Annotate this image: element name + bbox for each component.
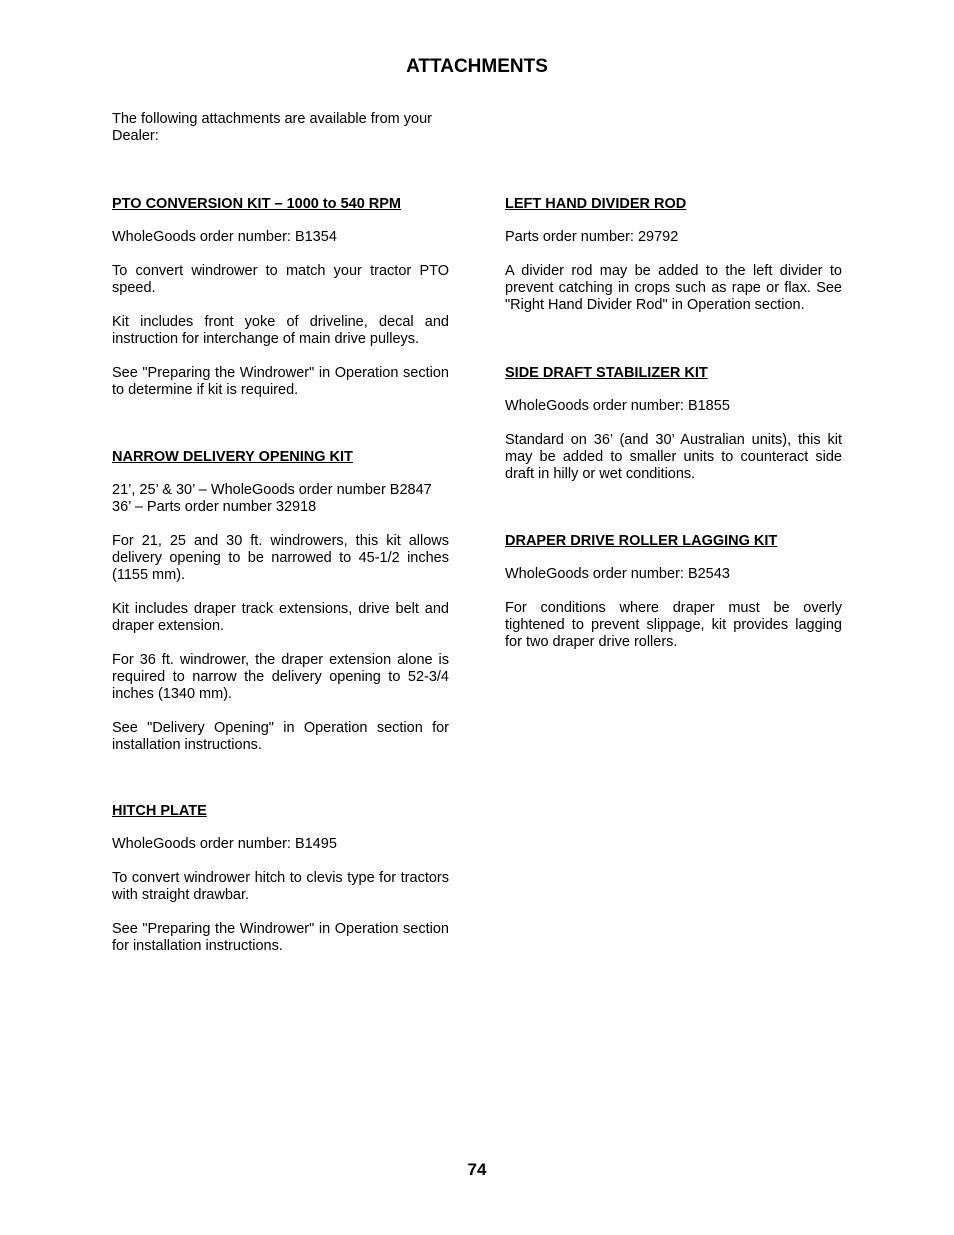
section-paragraph: For conditions where draper must be overly tightened to prevent slippage, kit provides lagging for two draper drive rollers. <box>505 600 842 650</box>
order-numbers <box>112 482 449 516</box>
section-narrow-delivery-opening-kit <box>112 449 449 771</box>
section-heading: NARROW DELIVERY OPENING KIT <box>112 449 353 465</box>
section-paragraph: See "Delivery Opening" in Operation section for installation instructions. <box>112 720 449 753</box>
section-paragraph: See "Preparing the Windrower" in Operation section to determine if kit is required. <box>112 365 449 398</box>
order-line: 36’ – Parts order number 32918 <box>112 499 317 515</box>
section-paragraph: Standard on 36’ (and 30’ Australian units), this kit may be added to smaller units to counteract side draft in hilly or wet conditions. <box>505 432 842 482</box>
section-heading: DRAPER DRIVE ROLLER LAGGING KIT <box>505 533 778 549</box>
order-number: WholeGoods order number: B1354 <box>112 229 337 245</box>
section-heading: SIDE DRAFT STABILIZER KIT <box>505 365 708 381</box>
section-paragraph: See "Preparing the Windrower" in Operation section for installation instructions. <box>112 921 449 954</box>
order-number: WholeGoods order number: B2543 <box>505 566 730 582</box>
intro-text: The following attachments are available from your Dealer: <box>112 111 432 144</box>
section-paragraph: Kit includes front yoke of driveline, decal and instruction for interchange of main drive pulleys. <box>112 314 449 347</box>
section-pto-conversion-kit <box>112 196 449 416</box>
section-paragraph: For 36 ft. windrower, the draper extension alone is required to narrow the delivery opening to 52-3/4 inches (1340 mm). <box>112 652 449 702</box>
section-hitch-plate <box>112 803 449 972</box>
section-left-hand-divider-rod <box>505 196 842 331</box>
section-draper-drive-roller-lagging-kit <box>505 533 842 668</box>
section-paragraph: To convert windrower to match your tractor PTO speed. <box>112 263 449 296</box>
section-side-draft-stabilizer-kit <box>505 365 842 500</box>
order-number: WholeGoods order number: B1495 <box>112 836 337 852</box>
section-paragraph: A divider rod may be added to the left divider to prevent catching in crops such as rape or flax. See "Right Hand Divider Rod" in Operation section. <box>505 263 842 313</box>
order-number: Parts order number: 29792 <box>505 229 679 245</box>
order-line: 21’, 25’ & 30’ – WholeGoods order number B2847 <box>112 482 432 498</box>
page-title: ATTACHMENTS <box>406 56 548 77</box>
section-heading: LEFT HAND DIVIDER ROD <box>505 196 687 212</box>
section-heading: PTO CONVERSION KIT – 1000 to 540 RPM <box>112 196 402 212</box>
section-paragraph: To convert windrower hitch to clevis type for tractors with straight drawbar. <box>112 870 449 903</box>
page-number: 74 <box>467 1160 487 1179</box>
section-heading: HITCH PLATE <box>112 803 207 819</box>
section-paragraph: For 21, 25 and 30 ft. windrowers, this kit allows delivery opening to be narrowed to 45-1/2 inches (1155 mm). <box>112 533 449 583</box>
order-number: WholeGoods order number: B1855 <box>505 398 730 414</box>
section-paragraph: Kit includes draper track extensions, drive belt and draper extension. <box>112 601 449 634</box>
